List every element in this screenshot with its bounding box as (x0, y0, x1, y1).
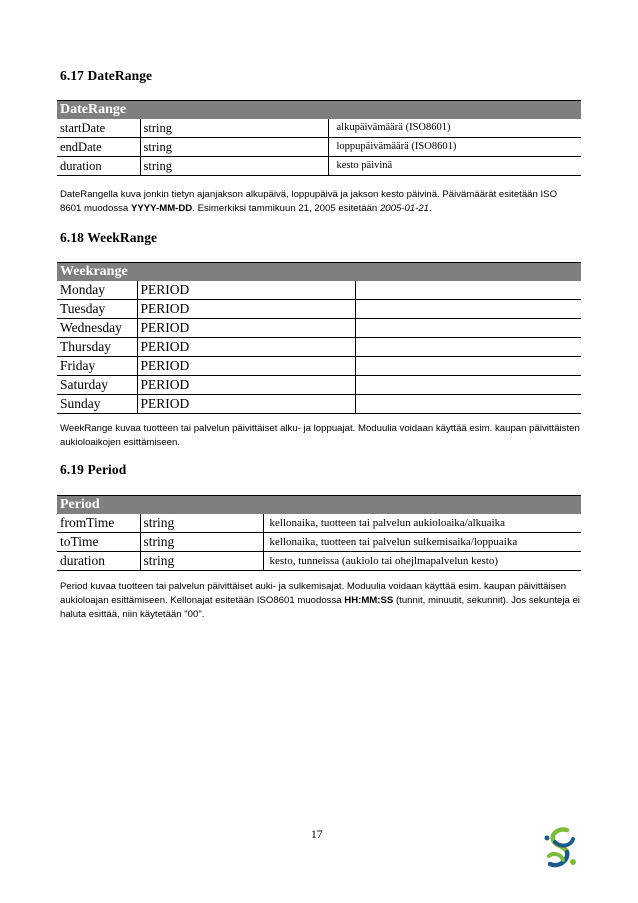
day-type: PERIOD (137, 300, 355, 319)
table-row (57, 338, 581, 357)
table-title: DateRange (57, 101, 581, 120)
table-row (57, 357, 581, 376)
period-table (57, 495, 581, 571)
paragraph-text: . (429, 203, 432, 214)
table-row (57, 281, 581, 300)
weekrange-description: WeekRange kuvaa tuotteen tai palvelun päivittäiset alku- ja loppuajat. Moduulia voidaan käyttää esim. kaupan päivittäisten aukioloaikojen esittämiseen. (60, 423, 580, 448)
day-type: PERIOD (137, 357, 355, 376)
field-name: duration (57, 157, 140, 176)
section-heading-period: 6.19 Period (60, 462, 127, 477)
day-name: Sunday (57, 395, 137, 414)
day-name: Monday (57, 281, 137, 300)
page-number: 17 (311, 829, 323, 841)
table-title: Period (57, 496, 581, 515)
day-type: PERIOD (137, 319, 355, 338)
empty-cell (355, 376, 581, 395)
day-type: PERIOD (137, 376, 355, 395)
example-date: 2005-01-21 (379, 203, 430, 214)
paragraph-text: DateRangella kuva jonkin tietyn ajanjakson alkupäivä, loppupäivä ja jakson kesto päivinä. Päivämäärät esitetään ISO 8601 muodossa (60, 189, 558, 214)
table-row (57, 552, 581, 571)
field-name: fromTime (57, 514, 140, 533)
field-description: kesto, tunneissa (aukiolo tai ohejlmapalvelun kesto) (263, 552, 581, 571)
empty-cell (355, 319, 581, 338)
field-name: startDate (57, 119, 140, 138)
day-name: Wednesday (57, 319, 137, 338)
paragraph-text: (tunnit, minuutit, sekunnit). Jos sekunteja ei haluta esittää, niin käytetään "00". (60, 595, 580, 620)
field-name: duration (57, 552, 140, 571)
field-type: string (140, 157, 328, 176)
table-row (57, 533, 581, 552)
format-code: YYYY-MM-DD (130, 203, 193, 214)
field-name: toTime (57, 533, 140, 552)
field-type: string (140, 552, 263, 571)
field-type: string (140, 533, 263, 552)
empty-cell (355, 300, 581, 319)
paragraph-text: Period kuvaa tuotteen tai palvelun päivittäiset auki- ja sulkemisajat. Moduulia voidaan käyttää esim. kaupan päivittäisen aukioloajan esittämiseen. Kellonajat esitetään ISO8601 muodossa (60, 581, 567, 606)
table-row (57, 395, 581, 414)
day-name: Saturday (57, 376, 137, 395)
field-description: kellonaika, tuotteen tai palvelun aukioloaika/alkuaika (263, 514, 581, 533)
section-heading-daterange: 6.17 DateRange (60, 68, 153, 83)
empty-cell (355, 338, 581, 357)
empty-cell (355, 281, 581, 300)
field-description: loppupäivämäärä (ISO8601) (328, 138, 581, 157)
field-type: string (140, 138, 328, 157)
format-code: HH:MM:SS (344, 595, 394, 606)
day-type: PERIOD (137, 395, 355, 414)
field-description: kesto päivinä (328, 157, 581, 176)
field-type: string (140, 514, 263, 533)
field-description: alkupäivämäärä (ISO8601) (328, 119, 581, 138)
swirl-logo-icon (537, 826, 583, 872)
field-name: endDate (57, 138, 140, 157)
weekrange-table (57, 262, 581, 414)
day-name: Thursday (57, 338, 137, 357)
day-type: PERIOD (137, 338, 355, 357)
empty-cell (355, 357, 581, 376)
paragraph-text: . Esimerkiksi tammikuun 21, 2005 esitetään (192, 203, 380, 214)
table-title: Weekrange (57, 263, 581, 282)
section-heading-weekrange: 6.18 WeekRange (60, 230, 158, 245)
table-row (57, 300, 581, 319)
daterange-description (60, 188, 580, 216)
day-type: PERIOD (137, 281, 355, 300)
table-row (57, 138, 581, 157)
table-row (57, 157, 581, 176)
table-row (57, 119, 581, 138)
table-row (57, 514, 581, 533)
day-name: Friday (57, 357, 137, 376)
day-name: Tuesday (57, 300, 137, 319)
table-row (57, 376, 581, 395)
daterange-table (57, 100, 581, 176)
table-row (57, 319, 581, 338)
empty-cell (355, 395, 581, 414)
field-type: string (140, 119, 328, 138)
field-description: kellonaika, tuotteen tai palvelun sulkemisaika/loppuaika (263, 533, 581, 552)
period-description (60, 580, 580, 622)
